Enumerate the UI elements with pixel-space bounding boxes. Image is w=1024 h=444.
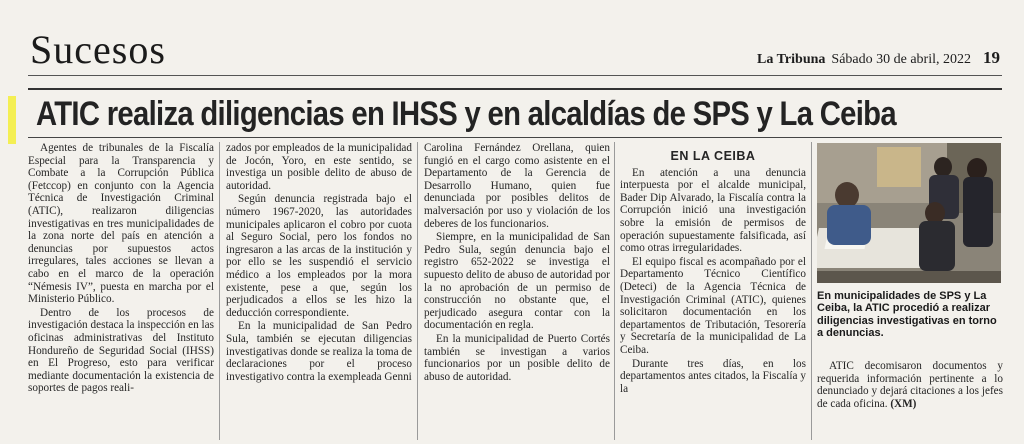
article-column-1 <box>28 142 214 395</box>
paragraph: ATIC decomisaron documentos y requerida información pertinente a lo denunciado y dejará citaciones a los jefes de cada oficina. <box>817 360 1003 410</box>
paragraph: Según denuncia registrada bajo el número 1967-2020, las autoridades municipales aplicaron el cobro por cuota al Seguro Social, pero los fondos no ingresaron a las arcas de la institución y por ello se les suspendió el servicio médico a los empleados por la mora existente, pese a que, según los perjudicados a ellos se les hizo la deducción correspondiente. <box>226 193 412 319</box>
column-divider <box>219 142 220 440</box>
article-column-3 <box>424 142 610 383</box>
newspaper-name: La Tribuna <box>757 52 826 67</box>
paragraph: Agentes de tribunales de la Fiscalía Especial para la Transparencia y Combate a la Corrupción Pública (Fetccop) en conjunto con la Agencia Técnica de Investigación Criminal (ATIC), realizaron diligencias investigativas en tres municipalidades de la zona norte del país en atención a denuncias por supuestos actos irregulares, tales acciones se llevan a cabo en el marco de la operación “Némesis IV”, puesta en marcha por el Ministerio Público. <box>28 142 214 306</box>
paragraph: Dentro de los procesos de investigación destaca la inspección en las oficinas administrativas del Instituto Hondureño de Seguridad Social (IHSS) en El Progreso, esto para verificar mediante documentación la existencia de soportes de pagos reali- <box>28 306 214 395</box>
photo-illustration <box>817 143 1001 283</box>
paragraph: En la municipalidad de San Pedro Sula, también se ejecutan diligencias investigativas donde se realiza la toma de declaraciones por el proceso investigativo contra la exempleada Genni <box>226 320 412 383</box>
column-divider <box>417 142 418 440</box>
paragraph: Durante tres días, en los departamentos antes citados, la Fiscalía y la <box>620 357 806 395</box>
article-column-2 <box>226 142 412 383</box>
paragraph: El equipo fiscal es acompañado por el Departamento Técnico Científico (Deteci) de la Agencia Técnica de Investigación Criminal (ATIC), quienes solicitaron documentación en los departamentos de Tributación, Tesorería y Secretaría de la municipalidad de La Ceiba. <box>620 255 806 356</box>
headline-top-rule <box>28 88 1002 90</box>
paragraph: Carolina Fernández Orellana, quien fungió en el cargo como asistente en el Departamento de la Gerencia de Desarrollo Humano, quien fue denunciada por posibles delitos de malversación por uso y violación de los deberes de los funcionarios. <box>424 142 610 230</box>
subheading: EN LA CEIBA <box>670 149 756 163</box>
column-divider <box>811 142 812 440</box>
column-divider <box>614 142 615 440</box>
paragraph: En la municipalidad de Puerto Cortés también se investigan a varios funcionarios por un posible delito de abuso de autoridad. <box>424 332 610 383</box>
highlighter-mark <box>8 96 16 144</box>
article-column-4 <box>620 142 806 395</box>
article-photo <box>817 143 1001 283</box>
column-5-text <box>817 360 1003 410</box>
publication-date: Sábado 30 de abril, 2022 <box>831 52 971 67</box>
masthead <box>757 48 1000 68</box>
paragraph: zados por empleados de la municipalidad de Jocón, Yoro, en este sentido, se investiga un posible delito de abuso de autoridad. <box>226 142 412 192</box>
header-rule <box>28 75 1002 76</box>
headline-bottom-rule <box>28 137 1002 138</box>
photo-caption: En municipalidades de SPS y La Ceiba, la ATIC procedió a realizar diligencias investigativas en torno a denuncias. <box>817 290 997 340</box>
section-title: Sucesos <box>30 27 166 72</box>
article-headline: ATIC realiza diligencias en IHSS y en alcaldías de SPS y La Ceiba <box>36 95 896 133</box>
paragraph: Siempre, en la municipalidad de San Pedro Sula, según denuncia bajo el registro 652-2022 se investiga el supuesto delito de abuso de autoridad por la no aprobación de un permiso de construcción no obstante que, el perjudicado asegura contar con la documentación en regla. <box>424 231 610 332</box>
author-initials: (XM) <box>890 397 917 410</box>
paragraph: En atención a una denuncia interpuesta por el alcalde municipal, Bader Dip Alvarado, la Fiscalía contra la Corrupción inició una investigación sobre la emisión de permisos de operación supuestamente falsificada, así como otras irregularidades. <box>620 166 806 255</box>
page-number: 19 <box>983 48 1000 67</box>
